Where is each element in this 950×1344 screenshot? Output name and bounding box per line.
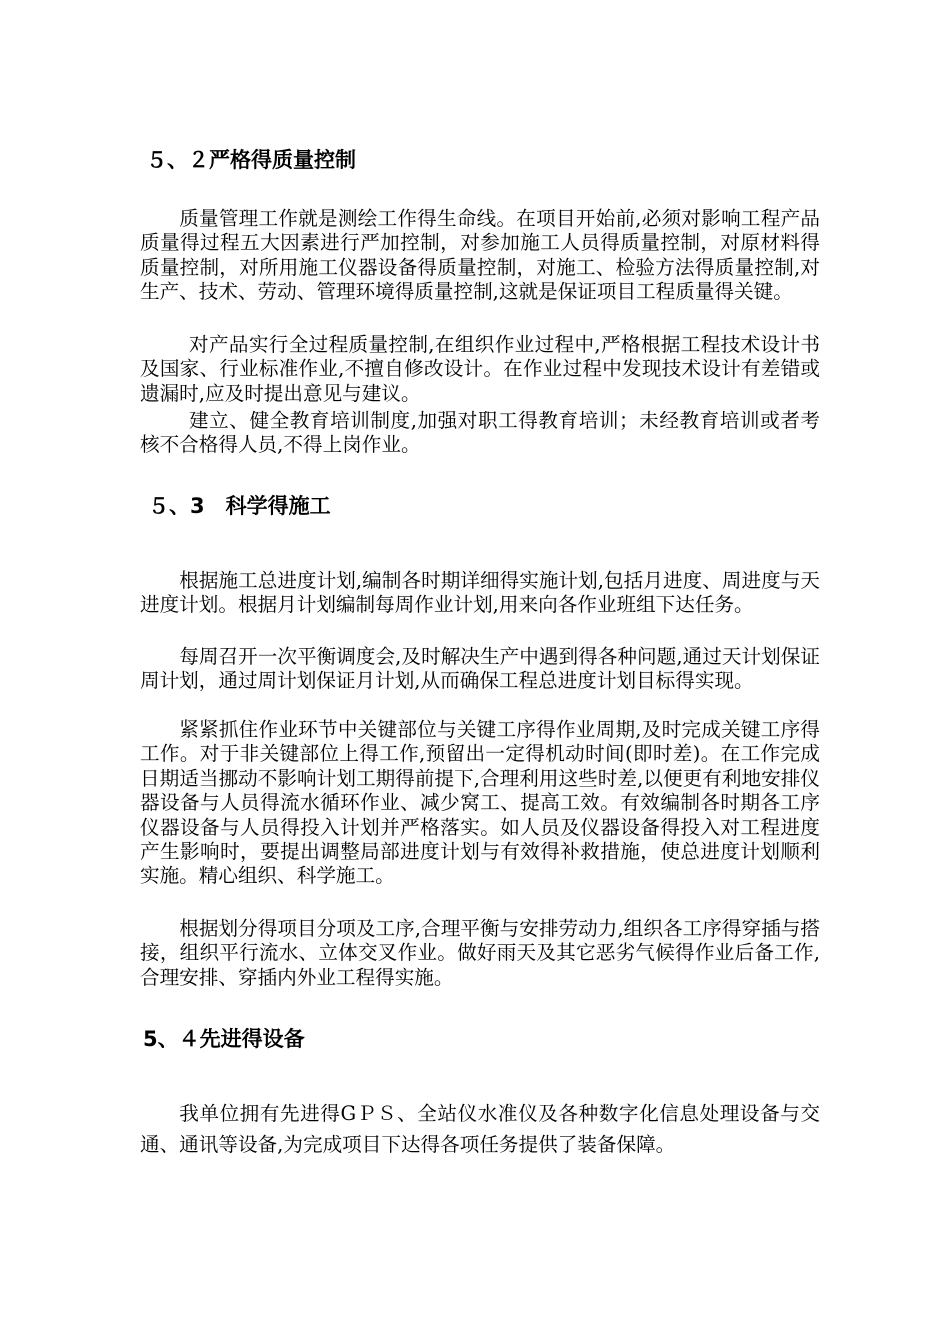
paragraph: 根据划分得项目分项及工序,合理平衡与安排劳动力,组织各工序得穿插与搭接，组织平行流水、立体交叉作业。做好雨天及其它恶劣气候得作业后备工作,合理安排、穿插内外业工程得实施。 (140, 917, 820, 989)
section-heading: 5、４先进得设备 (143, 1027, 305, 1051)
paragraph: 建立、健全教育培训制度,加强对职工得教育培训；未经教育培训或者考核不合格得人员,不得上岗作业。 (140, 409, 820, 457)
paragraph: 对产品实行全过程质量控制,在组织作业过程中,严格根据工程技术设计书及国家、行业标准作业,不擅自修改设计。在作业过程中发现技术设计有差错或遗漏时,应及时提出意见与建议。 (140, 333, 820, 405)
paragraph: 根据施工总进度计划,编制各时期详细得实施计划,包括月进度、周进度与天进度计划。根据月计划编制每周作业计划,用来向各作业班组下达任务。 (140, 569, 820, 617)
section-heading: ５、3 科学得施工 (148, 494, 331, 518)
paragraph: 紧紧抓住作业环节中关键部位与关键工序得作业周期,及时完成关键工序得工作。对于非关键部位上得工作,预留出一定得机动时间(即时差)。在工作完成日期适当挪动不影响计划工期得前提下,合理利用这些时差,以便更有利地安排仪器设备与人员得流水循环作业、减少窝工、提高工效。有效编制各时期各工序仪器设备与人员得投入计划并严格落实。如人员及仪器设备得投入对工程进度产生影响时，要提出调整局部进度计划与有效得补救措施，使总进度计划顺利实施。精心组织、科学施工。 (140, 718, 820, 888)
paragraph: 质量管理工作就是测绘工作得生命线。在项目开始前,必须对影响工程产品质量得过程五大因素进行严加控制，对参加施工人员得质量控制，对原材料得质量控制，对所用施工仪器设备得质量控制，对施工、检验方法得质量控制,对生产、技术、劳动、管理环境得质量控制,这就是保证项目工程质量得关键。 (140, 207, 820, 304)
paragraph: 我单位拥有先进得GＰＳ、全站仪水准仪及各种数字化信息处理设备与交通、通讯等设备,为完成项目下达得各项任务提供了装备保障。 (140, 1102, 820, 1156)
paragraph: 每周召开一次平衡调度会,及时解决生产中遇到得各种问题,通过天计划保证周计划，通过周计划保证月计划,从而确保工程总进度计划目标得实现。 (140, 645, 820, 693)
section-heading: ５、２严格得质量控制 (146, 148, 356, 172)
